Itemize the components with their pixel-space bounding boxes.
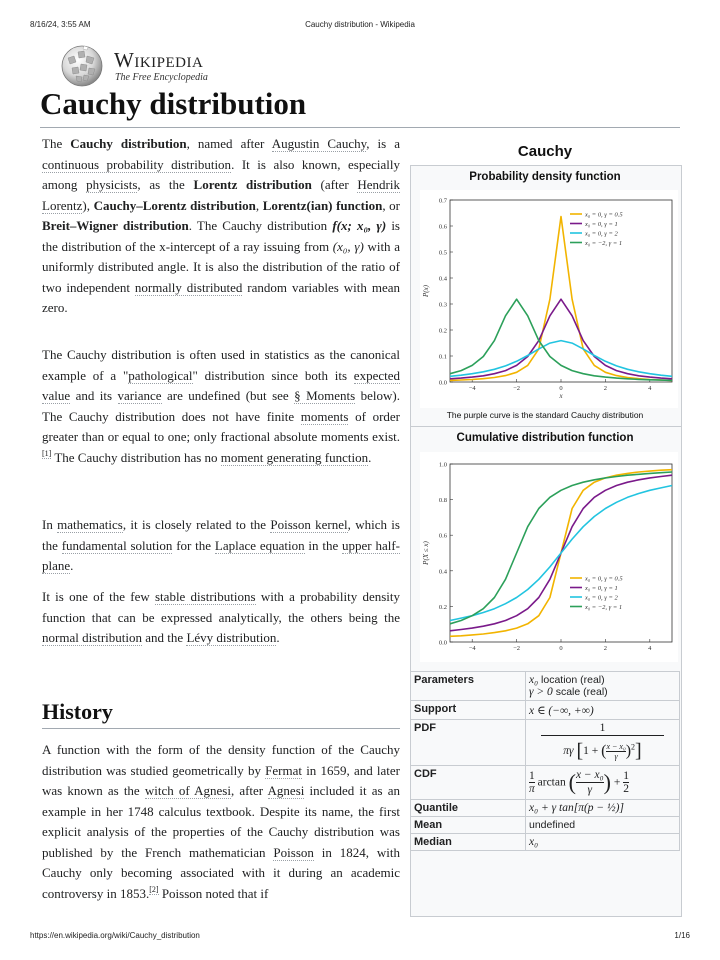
x-tick-label: 4 [648,645,652,652]
link-hendrik-lorentz[interactable]: Hendrik Lorentz [42,177,400,213]
y-axis-label: P(x) [422,284,430,298]
x-tick-label: −2 [513,645,521,652]
link-stable-distributions[interactable]: stable distributions [155,589,256,604]
y-tick-label: 0.0 [438,379,447,387]
row-label: Mean [411,817,526,834]
plot-frame [450,200,672,382]
row-value: $\frac{1}{\pi}$ arctan ( $\frac{\text{x − x₀}}{\gamma}$) + $\frac{1}{2}$ [526,766,680,800]
link-continuous-probability-distribution[interactable]: continuous probability distribution [42,156,232,172]
cdf-chart[interactable] [420,452,678,662]
link-poisson-kernel[interactable]: Poisson kernel [270,517,348,532]
page-title: Cauchy distribution [40,86,307,121]
series-line [450,299,672,379]
pdf-plot-caption: The purple curve is the standard Cauchy distribution [446,410,644,420]
y-tick-label: 0.0 [438,639,447,647]
math-point: (x₀, γ) [332,238,364,254]
row-label: Quantile [411,800,526,817]
row-value: x ∈ (−∞, +∞) [526,701,680,720]
infobox-row-cdf [411,766,680,800]
y-tick-label: 0.6 [438,532,447,540]
pdf-chart[interactable] [420,190,678,408]
y-tick-label: 0.7 [438,197,447,205]
print-footer-page: 1/16 [674,931,690,940]
x-axis-label: x [559,392,563,400]
row-label: Parameters [411,672,526,701]
series-line [450,472,672,624]
x-tick-label: −2 [513,385,521,392]
link-witch-of-agnesi[interactable]: witch of Agnesi [144,783,231,798]
infobox-table [410,671,680,851]
print-header-title: Cauchy distribution - Wikipedia [305,20,415,29]
x-tick-label: −4 [468,645,476,652]
intro-paragraph-3: In mathematics, it is closely related to the Poisson kernel, which is the fundamental solution for the Laplace equation in the upper half-plane. [42,517,400,573]
legend-label: x₀ = −2, γ = 1 [585,603,623,611]
link-pathological[interactable]: pathological [128,367,193,383]
infobox-row-pdf [411,720,680,766]
citation-1[interactable]: [1] [42,449,52,459]
x-tick-label: 2 [603,645,608,652]
series-line [450,299,672,380]
link-moment-generating-function[interactable]: moment generating function [220,449,369,465]
intro-paragraph-4: It is one of the few stable distributions with a probability density function that can be expressed analytically, the others being the normal distribution and the Lévy distribution. [42,589,400,645]
row-value: x₀ [526,834,680,851]
link-physicists[interactable]: physicists [86,177,138,192]
legend-label: x₀ = −2, γ = 1 [585,239,623,247]
legend-label: x₀ = 0, γ = 1 [585,584,618,592]
y-tick-label: 0.8 [438,497,447,505]
legend-label: x₀ = 0, γ = 2 [585,230,618,238]
link-variance[interactable]: variance [117,388,162,403]
y-tick-label: 1.0 [438,461,447,469]
y-tick-label: 0.4 [438,568,447,576]
row-value: x₀ location (real) γ > 0 scale (real) [526,672,680,701]
link-moments-section[interactable]: § Moments [294,388,356,403]
link-augustin-cauchy[interactable]: Augustin Cauchy [271,136,367,151]
legend-label: x₀ = 0, γ = 0.5 [585,211,623,219]
infobox-row-parameters [411,672,680,701]
pdf-plot-heading: Probability density function [469,171,621,183]
citation-2[interactable]: [2] [149,885,159,895]
y-tick-label: 0.1 [438,353,447,361]
intro-paragraph-2: The Cauchy distribution is often used in statistics as the canonical example of a "pathological" distribution since both its expected value and its variance are undefined (but see § Moments below). The Cauchy distribution does not have finite moments of order greater than or equal to one; only fractional absolute moments exist.[1] The Cauchy distribution has no moment generating function. [42,347,400,465]
link-agnesi[interactable]: Agnesi [267,783,305,798]
y-tick-label: 0.3 [438,301,447,309]
math-pdf-notation: f(x; x₀, γ) [332,218,387,233]
legend-label: x₀ = 0, γ = 1 [585,220,618,228]
link-fermat[interactable]: Fermat [265,762,302,778]
link-normal-distribution[interactable]: normal distribution [42,630,143,645]
legend-label: x₀ = 0, γ = 0.5 [585,575,623,583]
bold-term: Cauchy distribution [70,136,187,151]
wikipedia-tagline: The Free Encyclopedia [115,72,208,83]
history-paragraph-1: A function with the form of the density function of the Cauchy distribution was studied geometrically by Fermat in 1659, and later was known as the witch of Agnesi, after Agnesi included it as an example in her 1748 calculus textbook. Despite its name, the first explicit analysis of the properties of the Cauchy distribution was published by the French mathematician Poisson in 1824, with Cauchy only becoming associated with it during an academic controversy in 1853.[2] Poisson noted that if [42,742,401,901]
x-tick-label: 2 [603,385,608,392]
link-fundamental-solution[interactable]: fundamental solution [61,537,173,553]
y-tick-label: 0.6 [438,223,447,231]
legend-label: x₀ = 0, γ = 2 [585,594,618,602]
y-tick-label: 0.2 [438,327,447,335]
title-underline [40,127,680,128]
row-label: Median [411,834,526,851]
series-line [450,341,672,377]
cdf-plot-heading: Cumulative distribution function [456,432,634,444]
link-laplace-equation[interactable]: Laplace equation [214,537,305,553]
history-underline [42,728,400,729]
infobox-row-median [411,834,680,851]
row-value: undefined [526,817,680,834]
link-moments[interactable]: moments [300,408,349,424]
history-heading: History [42,699,113,724]
row-label: Support [411,701,526,720]
wikipedia-wordmark[interactable]: Wikipedia [114,48,204,72]
link-expected-value[interactable]: expected value [42,367,400,403]
y-tick-label: 0.5 [438,249,447,257]
link-levy-distribution[interactable]: Lévy distribution [186,630,277,645]
link-normally-distributed[interactable]: normally distributed [134,279,243,295]
wikipedia-globe-logo[interactable] [60,44,104,88]
y-tick-label: 0.4 [438,275,447,283]
infobox-row-support [411,701,680,720]
infobox-divider [410,426,682,427]
link-upper-half-plane[interactable]: upper half-plane [42,537,400,573]
print-header-datetime: 8/16/24, 3:55 AM [30,20,91,29]
x-tick-label: 0 [559,385,563,392]
x-tick-label: −4 [468,385,476,392]
row-value: x₀ + γ tan[π(p − ½)] [526,800,680,817]
y-axis-label: P(X ≤ x) [422,541,430,565]
print-footer-url: https://en.wikipedia.org/wiki/Cauchy_distribution [30,931,200,940]
link-mathematics[interactable]: mathematics [57,517,123,532]
intro-paragraph-1: The Cauchy distribution, named after Augustin Cauchy, is a continuous probability distribution. It is also known, especially among physicists, as the Lorentz distribution (after Hendrik Lorentz), Cauchy–Lorentz distribution, Lorentz(ian) function, or Breit–Wigner distribution. The Cauchy distribution f(x; x₀, γ) is the distribution of the x-intercept of a ray issuing from (x₀, γ) with a uniformly distributed angle. It is also the distribution of the ratio of two independent normally distributed random variables with mean zero. [42,136,401,315]
series-line [450,486,672,621]
infobox-title: Cauchy [517,143,573,160]
infobox-row-quantile [411,800,680,817]
row-value: 1 πγ [1 + ( $\frac{\text{x − x₀}}{\gamma})^2$] [526,720,680,766]
row-label: PDF [411,720,526,766]
infobox-row-mean [411,817,680,834]
y-tick-label: 0.2 [438,603,447,611]
link-poisson[interactable]: Poisson [273,844,314,860]
x-tick-label: 4 [648,385,652,392]
row-label: CDF [411,766,526,800]
x-tick-label: 0 [559,645,563,652]
